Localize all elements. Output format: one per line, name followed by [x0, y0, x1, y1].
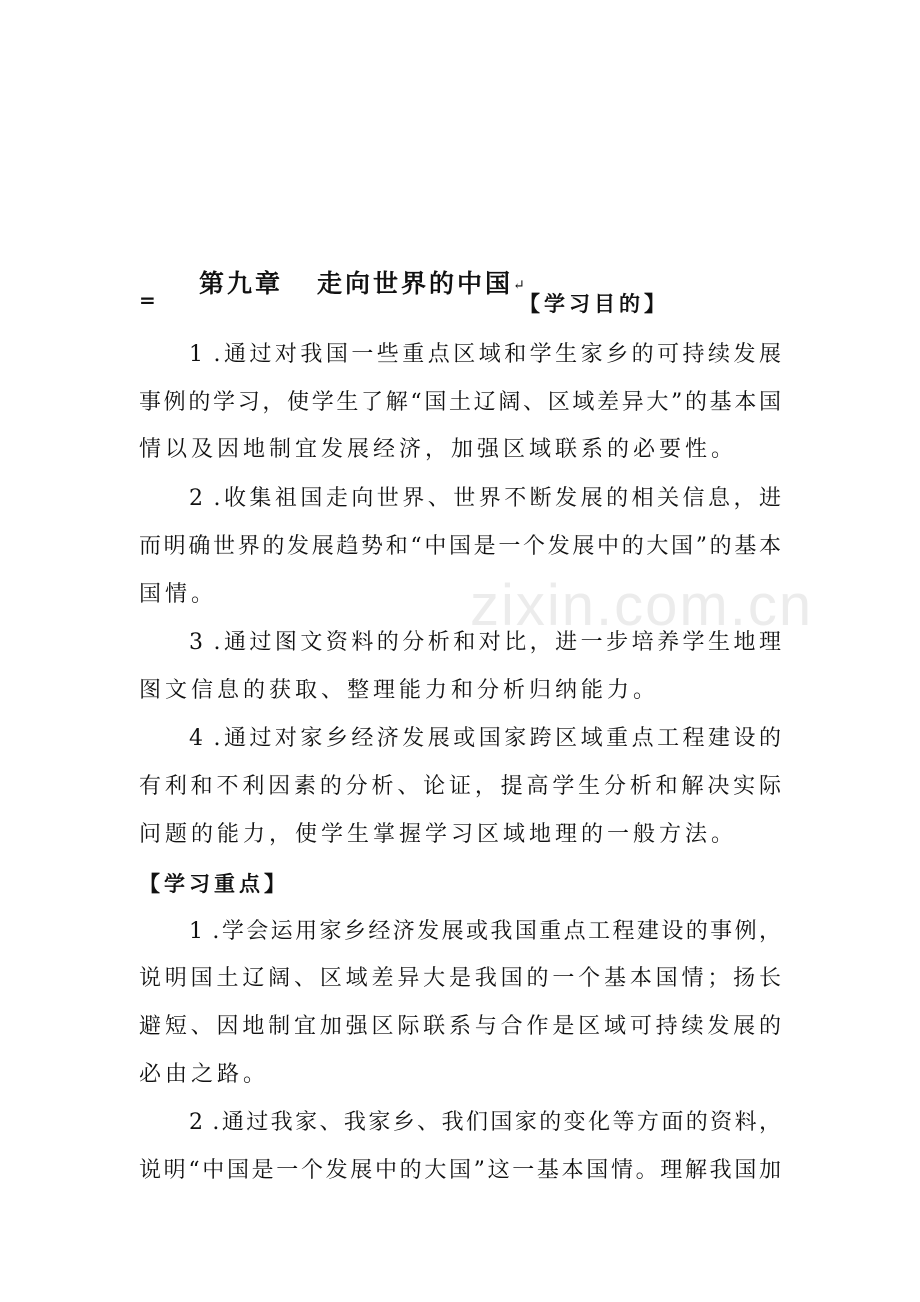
- objective-1-line-1: 1 .通过对我国一些重点区域和学生家乡的可持续发展: [189, 342, 781, 367]
- paragraph-return-mark: ↵: [513, 277, 525, 294]
- objective-3-line-2: 图文信息的获取、整理能力和分析归纳能力。: [139, 678, 660, 703]
- objective-2-line-3: 国情。: [139, 582, 218, 607]
- key-point-2-line-2: 说明“中国是一个发展中的大国”这一基本国情。理解我国加: [139, 1158, 781, 1183]
- objective-4-line-2: 有利和不利因素的分析、论证，提高学生分析和解决实际: [139, 774, 781, 799]
- equation-mark: =: [139, 288, 156, 312]
- key-point-1-line-1: 1 .学会运用家乡经济发展或我国重点工程建设的事例，: [189, 919, 781, 944]
- chapter-name: 走向世界的中国: [317, 269, 514, 298]
- chapter-label: 第九章: [199, 269, 284, 298]
- objective-2-line-1: 2 .收集祖国走向世界、世界不断发展的相关信息，进: [189, 486, 781, 511]
- chapter-title: [199, 264, 525, 300]
- key-point-1-line-2: 说明国土辽阔、区域差异大是我国的一个基本国情；扬长: [139, 966, 781, 991]
- objective-2-line-2: 而明确世界的发展趋势和“中国是一个发展中的大国”的基本: [139, 534, 781, 559]
- objective-4-line-1: 4 .通过对家乡经济发展或国家跨区域重点工程建设的: [189, 726, 781, 751]
- key-point-2-line-1: 2 .通过我家、我家乡、我们国家的变化等方面的资料，: [189, 1110, 781, 1135]
- objective-4-line-3: 问题的能力，使学生掌握学习区域地理的一般方法。: [139, 822, 738, 847]
- objective-1-line-2: 事例的学习，使学生了解“国土辽阔、区域差异大”的基本国: [139, 390, 781, 415]
- objective-3-line-1: 3 .通过图文资料的分析和对比，进一步培养学生地理: [189, 630, 781, 655]
- objective-1-line-3: 情以及因地制宜发展经济，加强区域联系的必要性。: [139, 437, 738, 462]
- watermark: zixin.com.cn: [470, 573, 814, 638]
- key-point-1-line-4: 必由之路。: [139, 1062, 270, 1087]
- objectives-heading: 【学习目的】: [519, 291, 669, 316]
- key-point-1-line-3: 避短、因地制宜加强区际联系与合作是区域可持续发展的: [139, 1014, 781, 1039]
- key-points-heading: 【学习重点】: [139, 871, 289, 896]
